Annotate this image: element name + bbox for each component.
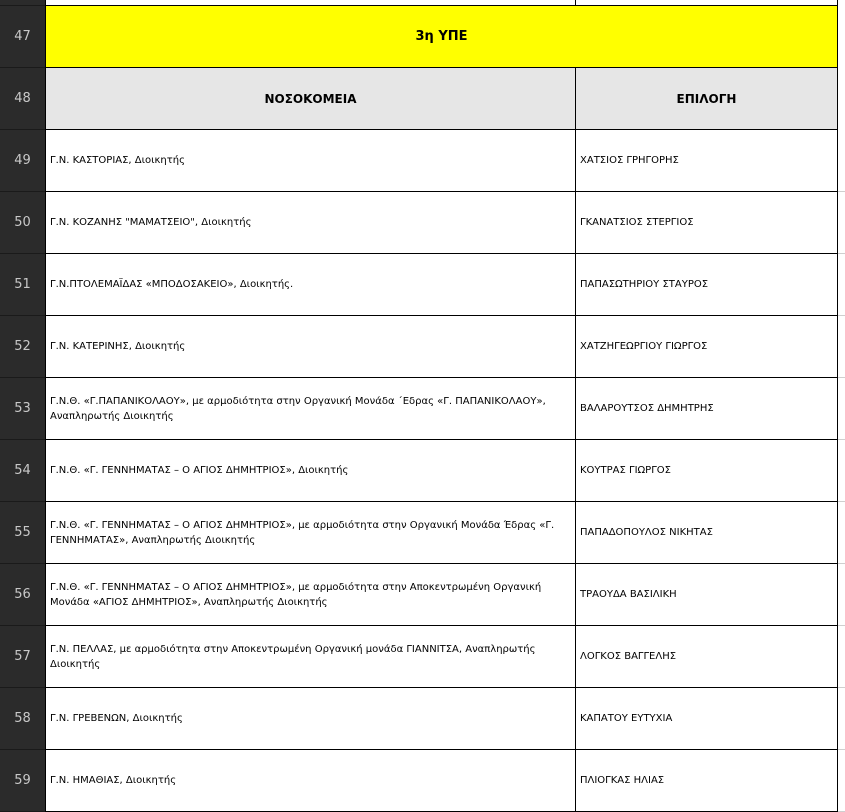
gridline <box>838 191 845 192</box>
row-number: 53 <box>14 401 31 416</box>
hospital-name: Γ.Ν. ΚΟΖΑΝΗΣ "ΜΑΜΑΤΣΕΙΟ", Διοικητής <box>50 217 252 228</box>
hospital-name: Γ.Ν.Θ. «Γ. ΓΕΝΝΗΜΑΤΑΣ – Ο ΑΓΙΟΣ ΔΗΜΗΤΡΙΟΣ», με αρμοδιότητα στην Αποκεντρωμένη Οργανική Μονάδα «ΑΓΙΟΣ ΔΗΜΗΤΡΙΟΣ», Αναπληρωτής Διοικητής <box>50 581 542 608</box>
section-title: 3η ΥΠΕ <box>415 29 468 44</box>
table-cell-hospital[interactable] <box>45 626 576 688</box>
row-number: 47 <box>14 29 31 44</box>
hospital-name: Γ.Ν.Θ. «Γ. ΓΕΝΝΗΜΑΤΑΣ – Ο ΑΓΙΟΣ ΔΗΜΗΤΡΙΟΣ», Διοικητής <box>50 465 349 476</box>
row-number: 56 <box>14 587 31 602</box>
table-cell-choice[interactable] <box>576 378 838 440</box>
row-header[interactable] <box>0 502 45 564</box>
row-header[interactable] <box>0 316 45 378</box>
table-cell-hospital[interactable] <box>45 502 576 564</box>
gridline <box>838 501 845 502</box>
hospital-name: Γ.Ν.Θ. «Γ. ΓΕΝΝΗΜΑΤΑΣ – Ο ΑΓΙΟΣ ΔΗΜΗΤΡΙΟΣ», με αρμοδιότητα στην Οργανική Μονάδα Έδρας «Γ. ΓΕΝΝΗΜΑΤΑΣ», Αναπληρωτής Διοικητής <box>50 519 555 546</box>
row-number: 50 <box>14 215 31 230</box>
table-cell-choice[interactable] <box>576 130 838 192</box>
table-cell-choice[interactable] <box>576 316 838 378</box>
row-number: 58 <box>14 711 31 726</box>
row-number: 49 <box>14 153 31 168</box>
hospital-name: Γ.Ν. ΓΡΕΒΕΝΩΝ, Διοικητής <box>50 713 183 724</box>
row-number: 51 <box>14 277 31 292</box>
row-number: 48 <box>14 91 31 106</box>
table-cell-choice[interactable] <box>576 564 838 626</box>
choice-name: ΧΑΤΣΙΟΣ ΓΡΗΓΟΡΗΣ <box>580 155 679 166</box>
table-cell-hospital[interactable] <box>45 564 576 626</box>
row-number: 57 <box>14 649 31 664</box>
row-header[interactable] <box>0 440 45 502</box>
table-cell-choice[interactable] <box>576 440 838 502</box>
table-cell-hospital[interactable] <box>45 192 576 254</box>
section-title-cell[interactable] <box>45 6 838 68</box>
row-number: 54 <box>14 463 31 478</box>
row-header[interactable] <box>0 626 45 688</box>
hospital-name: Γ.Ν. ΗΜΑΘΙΑΣ, Διοικητής <box>50 775 177 786</box>
row-header[interactable] <box>0 130 45 192</box>
table-cell-choice[interactable] <box>576 254 838 316</box>
hospital-name: Γ.Ν.Θ. «Γ.ΠΑΠΑΝΙΚΟΛΑΟΥ», με αρμοδιότητα στην Οργανική Μονάδα ΄Εδρας «Γ. ΠΑΠΑΝΙΚΟΛΑΟΥ», Αναπληρωτής Διοικητής <box>50 395 546 422</box>
choice-name: ΒΑΛΑΡΟΥΤΣΟΣ ΔΗΜΗΤΡΗΣ <box>580 403 714 414</box>
table-cell-hospital[interactable] <box>45 130 576 192</box>
choice-name: ΠΛΙΟΓΚΑΣ ΗΛΙΑΣ <box>580 775 665 786</box>
table-cell-choice[interactable] <box>576 502 838 564</box>
gridline <box>838 439 845 440</box>
choice-name: ΠΑΠΑΣΩΤΗΡΙΟΥ ΣΤΑΥΡΟΣ <box>580 279 709 290</box>
table-cell-choice[interactable] <box>576 192 838 254</box>
table-cell-hospital[interactable] <box>45 688 576 750</box>
gridline <box>838 377 845 378</box>
choice-name: ΧΑΤΖΗΓΕΩΡΓΙΟΥ ΓΙΩΡΓΟΣ <box>580 341 708 352</box>
column-header-hospitals[interactable] <box>45 68 576 130</box>
table-cell-choice[interactable] <box>576 626 838 688</box>
choice-name: ΚΟΥΤΡΑΣ ΓΙΩΡΓΟΣ <box>580 465 671 476</box>
gridline <box>838 625 845 626</box>
gridline <box>838 315 845 316</box>
choice-name: ΠΑΠΑΔΟΠΟΥΛΟΣ ΝΙΚΗΤΑΣ <box>580 527 713 538</box>
choice-name: ΓΚΑΝΑΤΣΙΟΣ ΣΤΕΡΓΙΟΣ <box>580 217 694 228</box>
hospital-name: Γ.Ν. ΚΑΣΤΟΡΙΑΣ, Διοικητής <box>50 155 185 166</box>
hospital-name: Γ.Ν.ΠΤΟΛΕΜΑΪΔΑΣ «ΜΠΟΔΟΣΑΚΕΙΟ», Διοικητής. <box>50 279 294 290</box>
gridline <box>838 687 845 688</box>
row-header[interactable] <box>0 254 45 316</box>
table-cell-hospital[interactable] <box>45 316 576 378</box>
choice-name: ΤΡΑΟΥΔΑ ΒΑΣΙΛΙΚΗ <box>580 589 677 600</box>
choice-name: ΚΑΠΑΤΟΥ ΕΥΤΥΧΙΑ <box>580 713 673 724</box>
row-header[interactable] <box>0 564 45 626</box>
table-cell-choice[interactable] <box>576 750 838 812</box>
row-header[interactable] <box>0 68 45 130</box>
column-header-choice[interactable] <box>576 68 838 130</box>
hospital-name: Γ.Ν. ΠΕΛΛΑΣ, με αρμοδιότητα στην Αποκεντρωμένη Οργανική μονάδα ΓΙΑΝΝΙΤΣΑ, Αναπληρωτής Διοικητής <box>50 643 536 670</box>
row-header[interactable] <box>0 192 45 254</box>
gridline <box>838 749 845 750</box>
table-cell-hospital[interactable] <box>45 254 576 316</box>
row-header[interactable] <box>0 750 45 812</box>
table-cell-hospital[interactable] <box>45 440 576 502</box>
table-cell-choice[interactable] <box>576 688 838 750</box>
choice-name: ΛΟΓΚΟΣ ΒΑΓΓΕΛΗΣ <box>580 651 677 662</box>
table-cell-hospital[interactable] <box>45 378 576 440</box>
hospital-name: Γ.Ν. ΚΑΤΕΡΙΝΗΣ, Διοικητής <box>50 341 186 352</box>
column-header-label: ΕΠΙΛΟΓΗ <box>676 91 737 106</box>
row-number: 59 <box>14 773 31 788</box>
row-number: 52 <box>14 339 31 354</box>
row-header[interactable] <box>0 378 45 440</box>
gridline <box>838 563 845 564</box>
gridline <box>838 253 845 254</box>
table-cell-hospital[interactable] <box>45 750 576 812</box>
row-header[interactable] <box>0 688 45 750</box>
row-number: 55 <box>14 525 31 540</box>
row-header[interactable] <box>0 6 45 68</box>
column-header-label: ΝΟΣΟΚΟΜΕΙΑ <box>264 91 357 106</box>
